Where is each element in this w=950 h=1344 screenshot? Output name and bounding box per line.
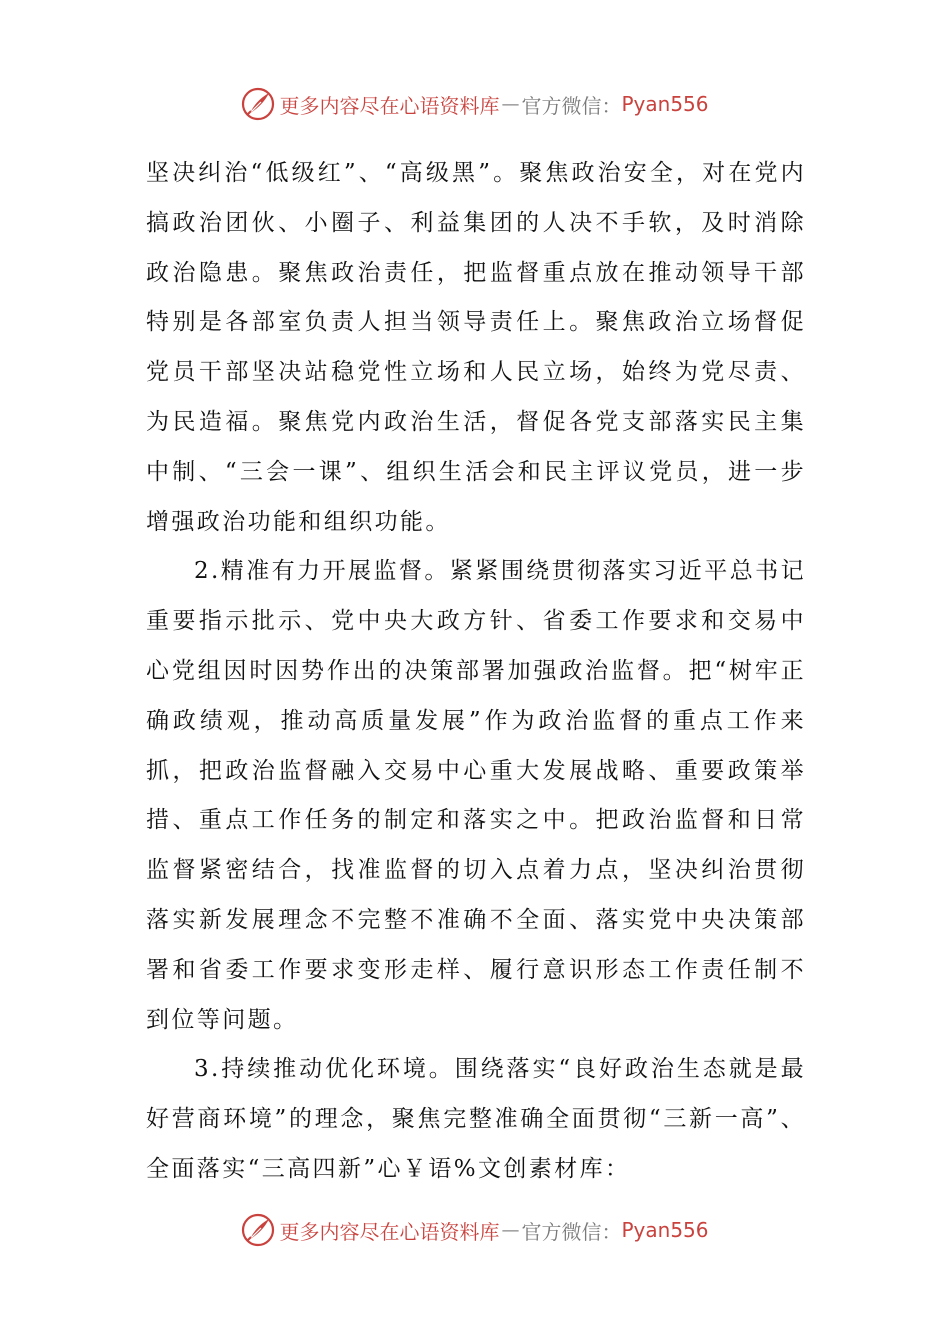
header-watermark-banner	[0, 84, 950, 124]
footer-wechat-label: 官方微信：	[521, 1219, 622, 1244]
quill-pen-logo-icon	[241, 87, 275, 121]
header-wechat-label: 官方微信：	[521, 93, 622, 118]
body-paragraph-3: 3.持续推动优化环境。围绕落实“良好政治生态就是最好营商环境”的理念，聚焦完整准确全面贯彻“三新一高”、全面落实“三高四新”心￥语%文创素材库：	[146, 1056, 806, 1182]
footer-promo-text: 更多内容尽在心语资料库	[279, 1219, 500, 1244]
footer-watermark-banner	[0, 1210, 950, 1250]
body-paragraph-1: 坚决纠治“低级红”、“高级黑”。聚焦政治安全，对在党内搞政治团伙、小圈子、利益集团的人决不手软，及时消除政治隐患。聚焦政治责任，把监督重点放在推动领导干部特别是各部室负责人担当领导责任上。聚焦政治立场督促党员干部坚决站稳党性立场和人民立场，始终为党尽责、为民造福。聚焦党内政治生活，督促各党支部落实民主集中制、“三会一课”、组织生活会和民主评议党员，进一步增强政治功能和组织功能。	[146, 160, 806, 535]
header-separator: —	[501, 93, 520, 115]
footer-separator: —	[501, 1219, 520, 1241]
header-promo-text: 更多内容尽在心语资料库	[279, 93, 500, 118]
body-paragraph-2: 2.精准有力开展监督。紧紧围绕贯彻落实习近平总书记重要指示批示、党中央大政方针、省委工作要求和交易中心党组因时因势作出的决策部署加强政治监督。把“树牢正确政绩观，推动高质量发展”作为政治监督的重点工作来抓，把政治监督融入交易中心重大发展战略、重要政策举措、重点工作任务的制定和落实之中。把政治监督和日常监督紧密结合，找准监督的切入点着力点，坚决纠治贯彻落实新发展理念不完整不准确不全面、落实党中央决策部署和省委工作要求变形走样、履行意识形态工作责任制不到位等问题。	[146, 558, 806, 1033]
quill-pen-logo-icon	[241, 1213, 275, 1247]
header-wechat-id: Pyan556	[621, 92, 709, 116]
footer-wechat-id: Pyan556	[621, 1218, 709, 1242]
document-body	[146, 149, 806, 1195]
